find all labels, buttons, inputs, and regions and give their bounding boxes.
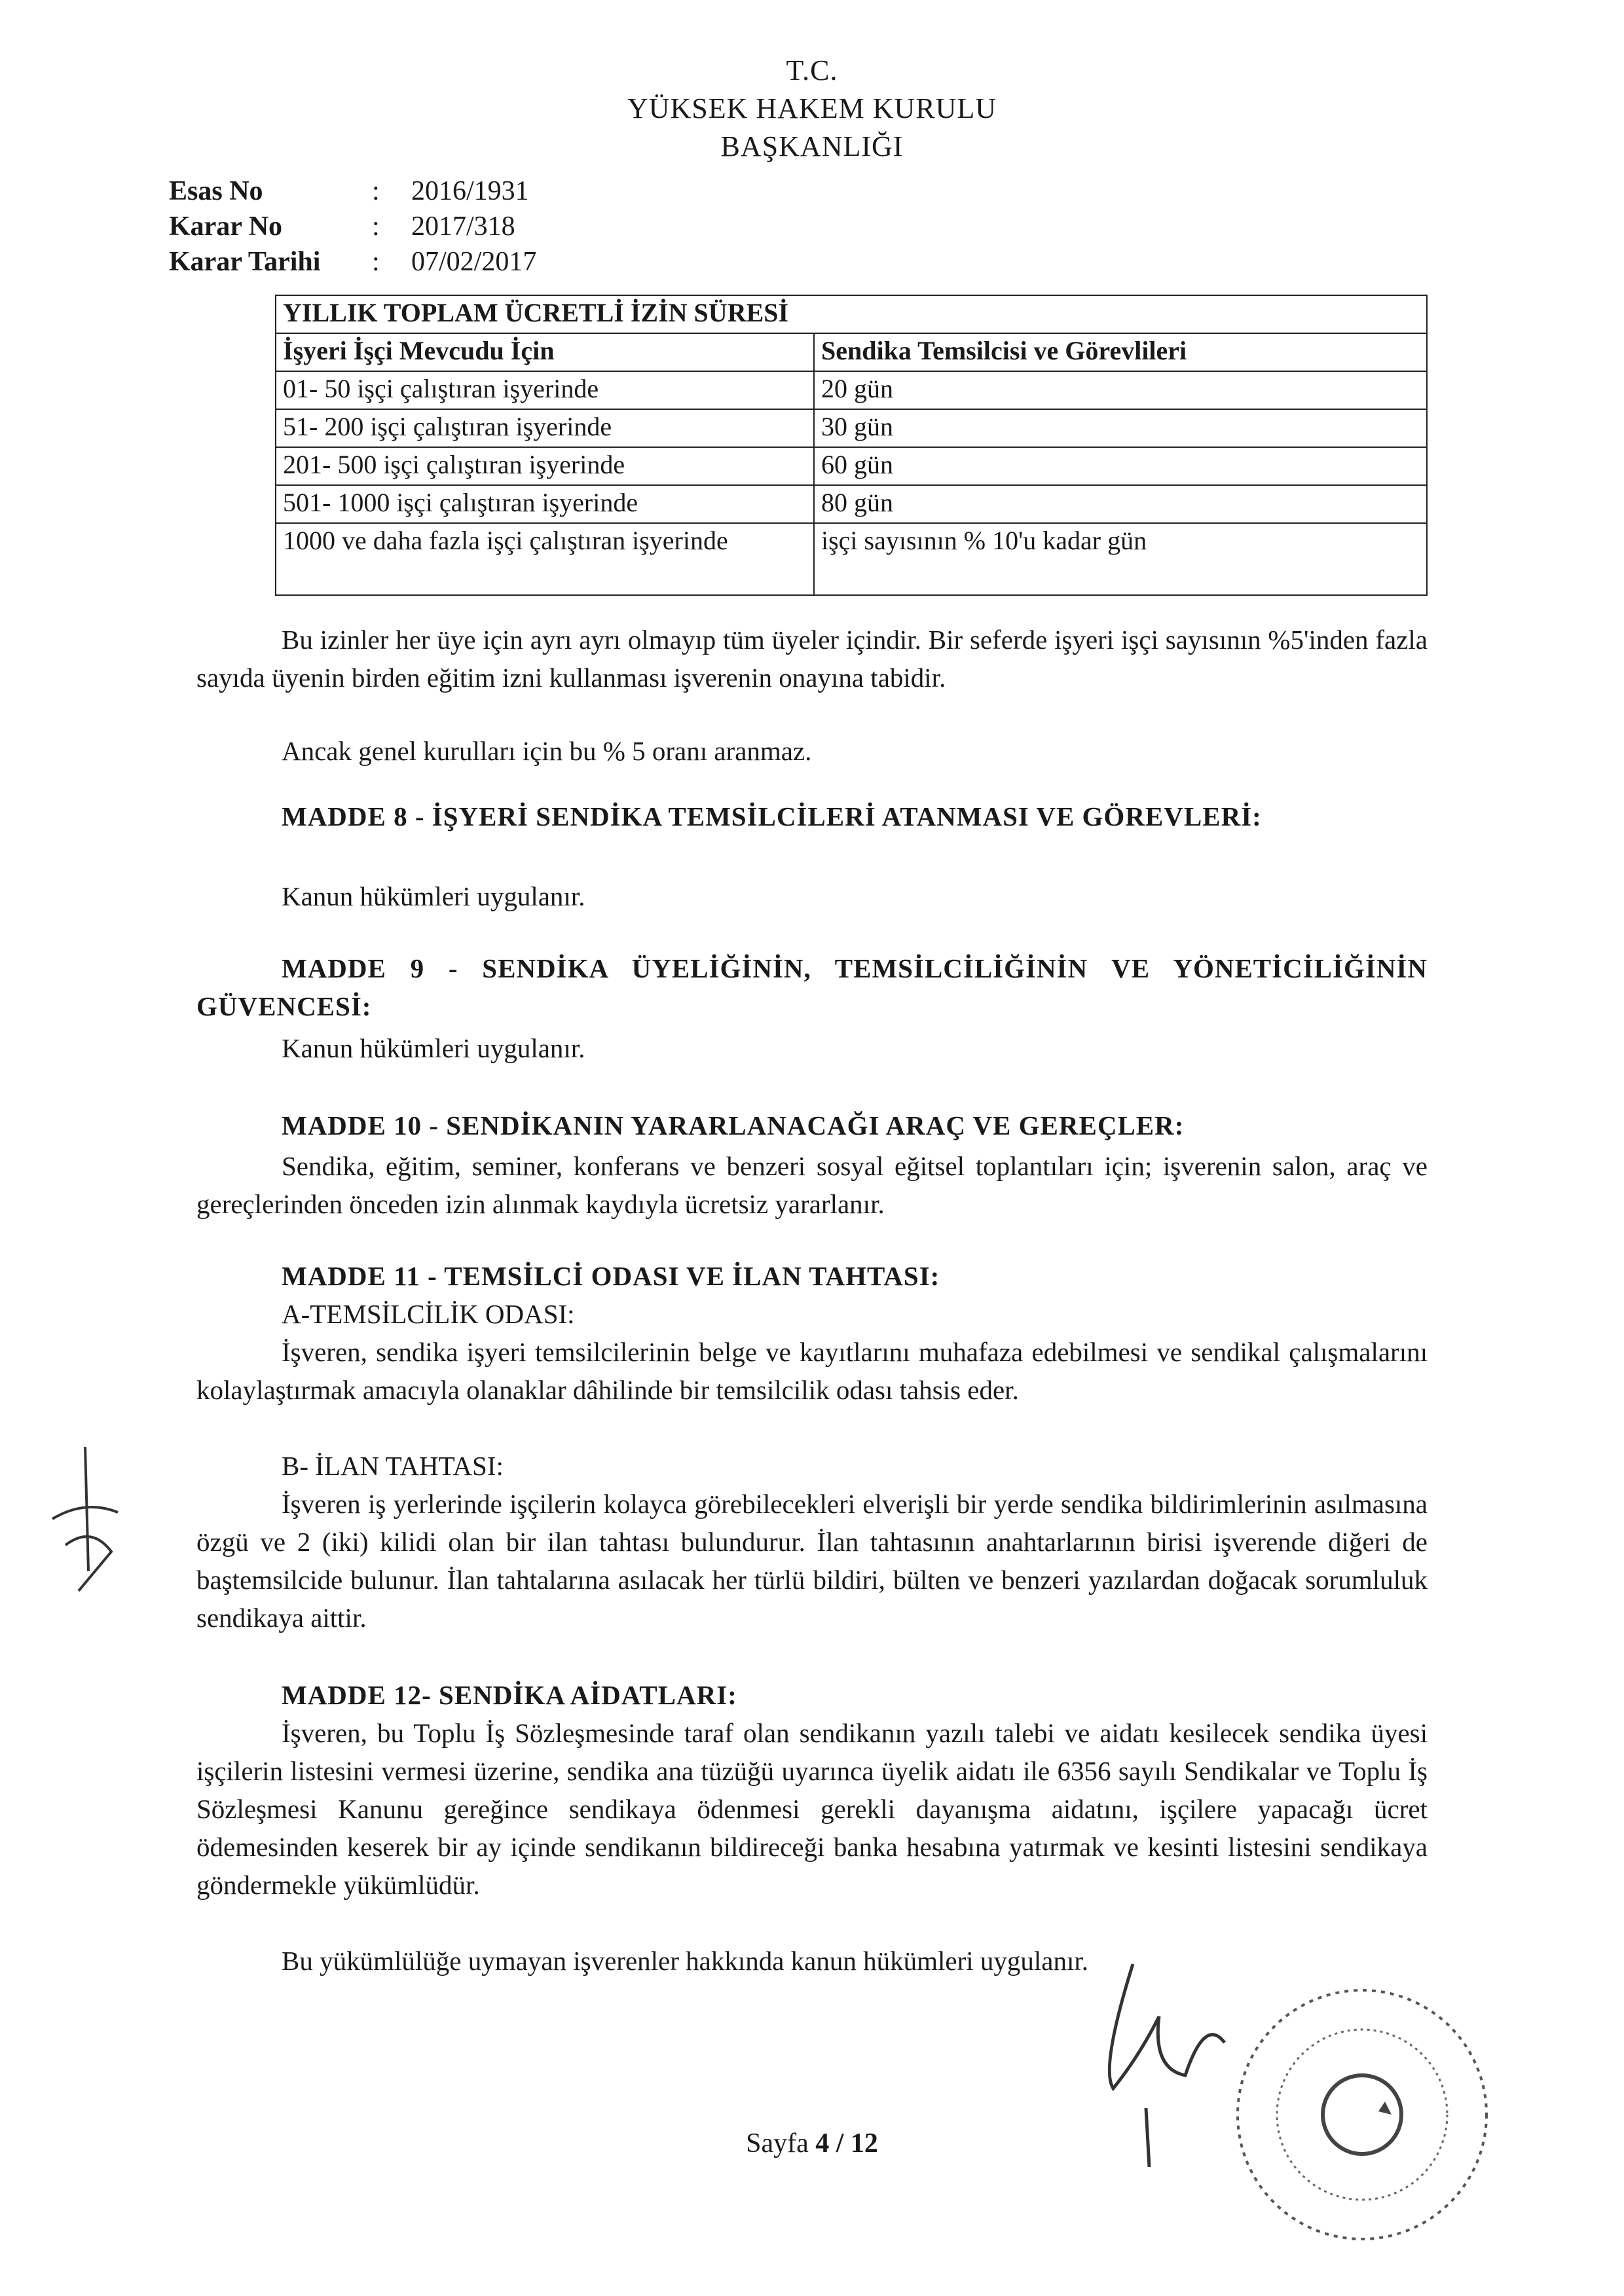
article-12-title: MADDE 12- SENDİKA AİDATLARI: bbox=[282, 1680, 737, 1710]
meta-karar-tarihi: Karar Tarihi : 07/02/2017 bbox=[169, 247, 537, 277]
article-11a-text: İşveren, sendika işyeri temsilcilerinin belge ve kayıtlarını muhafaza edebilmesi ve sendikal çalışmalarını kolaylaştırmak amacıyla olanaklar dâhilinde bir temsilcilik odası tahsis eder. bbox=[196, 1337, 1428, 1405]
article-12-text2: Bu yükümlülüğe uymayan işverenler hakkında kanun hükümleri uygulanır. bbox=[282, 1946, 1089, 1976]
table-row: 501- 1000 işçi çalıştıran işyerinde 80 gün bbox=[276, 485, 1427, 523]
article-11a-title: A-TEMSİLCİLİK ODASI: bbox=[282, 1299, 575, 1329]
leave-table bbox=[275, 295, 1428, 596]
table-title: YILLIK TOPLAM ÜCRETLİ İZİN SÜRESİ bbox=[276, 295, 1427, 333]
article-12-text: İşveren, bu Toplu İş Sözleşmesinde taraf olan sendikanın yazılı talebi ve aidatı kesilecek sendika üyesi işçilerin listesini vermesi üzerine, sendika ana tüzüğü uyarınca üyelik aidatı ile 6356 sayılı Sendikalar ve Toplu İş Sözleşmesi Kanunu gereğince sendikaya ödenmesi gerekli dayanışma aidatını, işçilere yapacağı ücret ödemesinden keserek bir ay içinde sendikanın bildireceği banka hesabına yatırmak ve kesinti listesini sendikaya göndermekle yükümlüdür. bbox=[196, 1718, 1428, 1900]
article-10-text: Sendika, eğitim, seminer, konferans ve benzeri sosyal eğitsel toplantıları için; işverenin salon, araç ve gereçlerinden önceden izin alınmak kaydıyla ücretsiz yararlanır. bbox=[196, 1151, 1428, 1219]
official-seal-icon bbox=[1225, 1977, 1500, 2252]
article-9-text: Kanun hükümleri uygulanır. bbox=[282, 1033, 585, 1063]
article-11b-text: İşveren iş yerlerinde işçilerin kolayca görebilecekleri elverişli bir yerde sendika bildirimlerinin asılmasına özgü ve 2 (iki) kilidi olan bir ilan tahtası bulundurur. İlan tahtasının anahtarlarının birisi işverende diğeri de baştemsilcide bulunur. İlan tahtalarına asılacak her türlü bildiri, bülten ve benzeri yazılardan doğacak sorumluluk sendikaya aittir. bbox=[196, 1489, 1428, 1633]
page-number: Sayfa 4 / 12 bbox=[746, 2128, 878, 2159]
paragraph-leave-note: Bu izinler her üye için ayrı ayrı olmayıp tüm üyeler içindir. Bir seferde işyeri işçi sayısının %5'inden fazla sayıda üyenin birden eğitim izni kullanması işverenin onayına tabidir. bbox=[196, 625, 1428, 693]
article-10-title: MADDE 10 - SENDİKANIN YARARLANACAĞI ARAÇ VE GEREÇLER: bbox=[282, 1110, 1185, 1140]
article-11-title: MADDE 11 - TEMSİLCİ ODASI VE İLAN TAHTASI: bbox=[282, 1261, 940, 1291]
article-9-title: MADDE 9 - SENDİKA ÜYELİĞİNİN, TEMSİLCİLİĞİNİN VE YÖNETİCİLİĞİNİN GÜVENCESİ: bbox=[196, 953, 1428, 1021]
table-row: 51- 200 işçi çalıştıran işyerinde 30 gün bbox=[276, 409, 1427, 447]
article-8-title: MADDE 8 - İŞYERİ SENDİKA TEMSİLCİLERİ ATANMASI VE GÖREVLERİ: bbox=[282, 801, 1262, 831]
paragraph-general-assembly: Ancak genel kurulları için bu % 5 oranı aranmaz. bbox=[282, 736, 812, 766]
meta-esas-no: Esas No : 2016/1931 bbox=[169, 176, 529, 206]
header-presidency: BAŞKANLIĞI bbox=[720, 130, 904, 162]
header-tc: T.C. bbox=[786, 54, 838, 86]
article-8-text: Kanun hükümleri uygulanır. bbox=[282, 881, 585, 911]
table-header-col2: Sendika Temsilcisi ve Görevlileri bbox=[814, 333, 1427, 371]
table-row: 201- 500 işçi çalıştıran işyerinde 60 gün bbox=[276, 447, 1427, 485]
table-row: 1000 ve daha fazla işçi çalıştıran işyerinde işçi sayısının % 10'u kadar gün bbox=[276, 523, 1427, 595]
article-11b-title: B- İLAN TAHTASI: bbox=[282, 1451, 504, 1481]
meta-karar-no: Karar No : 2017/318 bbox=[169, 211, 515, 242]
header-institution: YÜKSEK HAKEM KURULU bbox=[627, 92, 997, 124]
table-header-col1: İşyeri İşçi Mevcudu İçin bbox=[276, 333, 814, 371]
margin-signature-icon bbox=[39, 1440, 131, 1597]
table-row: 01- 50 işçi çalıştıran işyerinde 20 gün bbox=[276, 371, 1427, 409]
